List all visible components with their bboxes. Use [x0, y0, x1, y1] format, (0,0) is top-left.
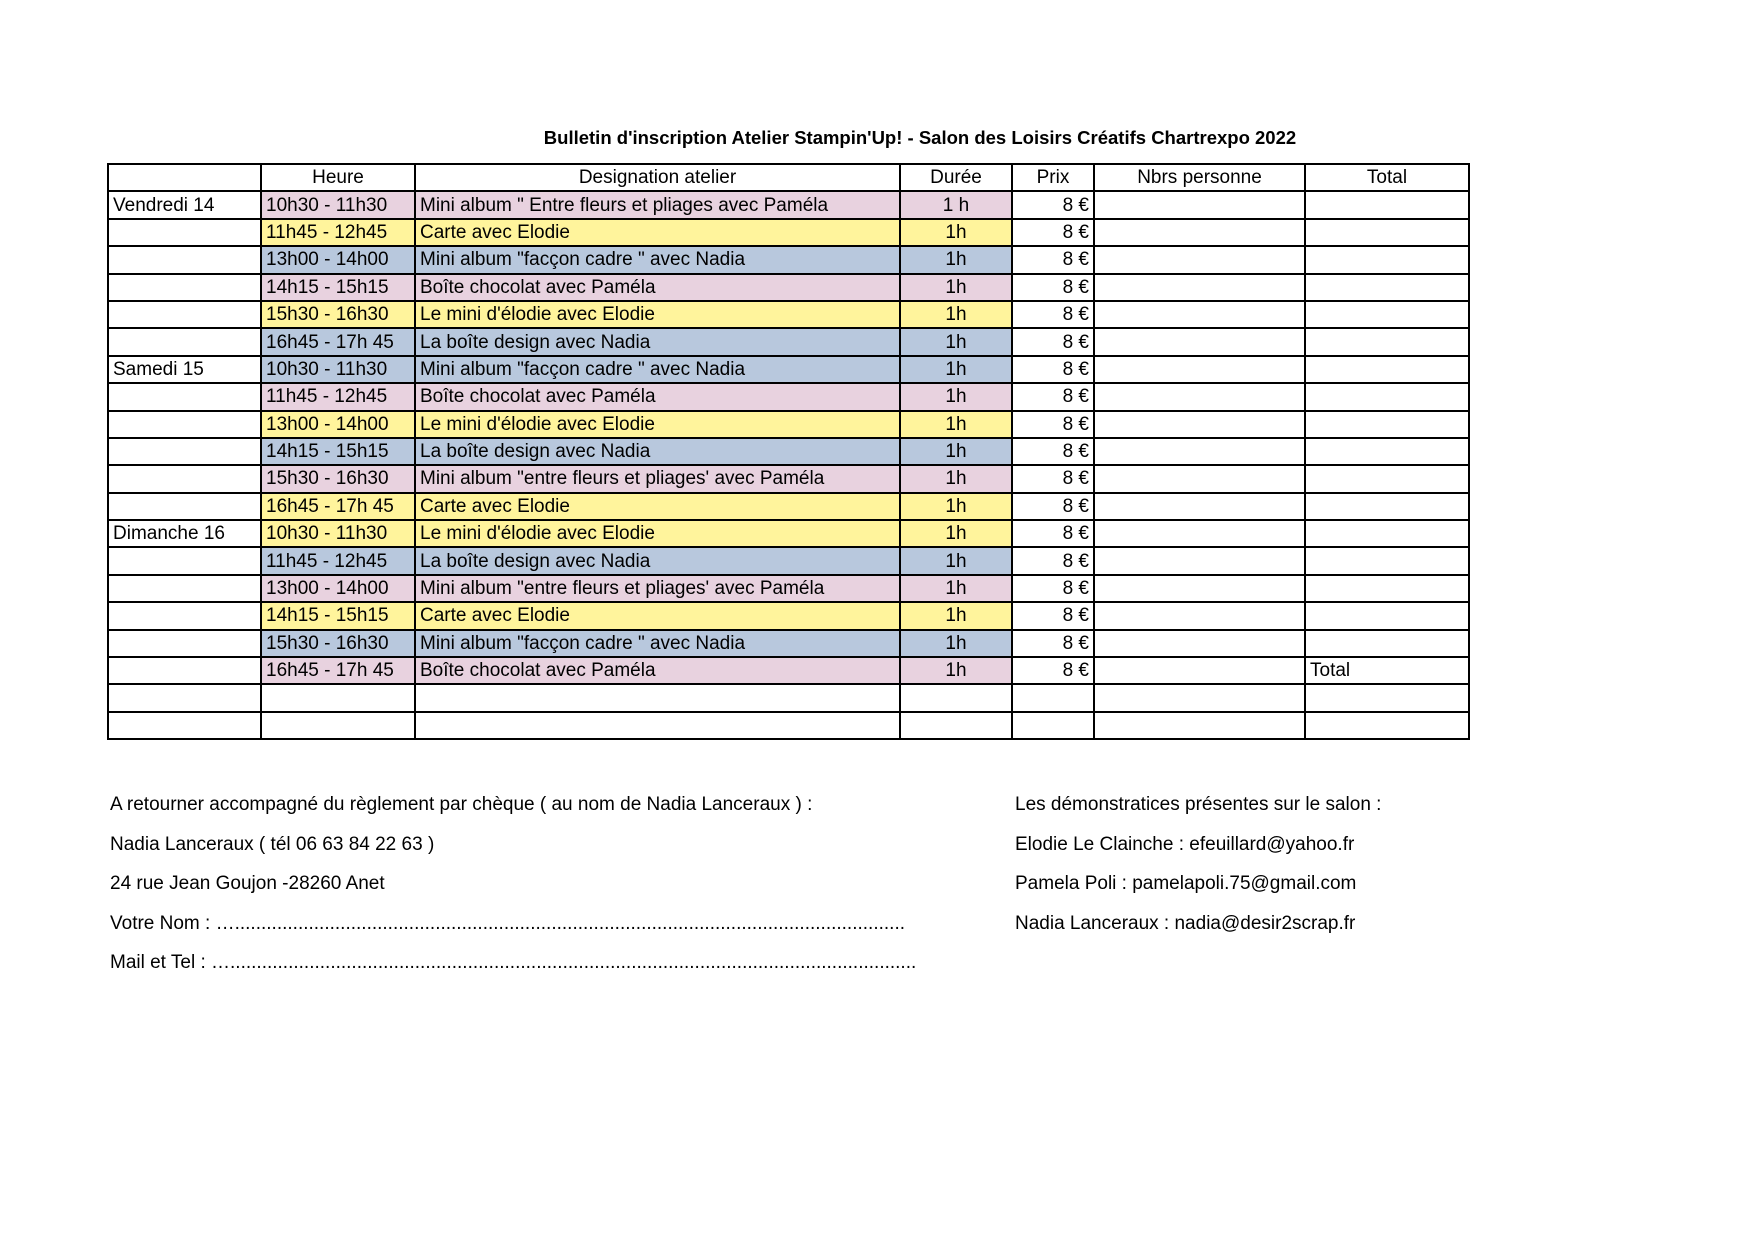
time-cell: 13h00 - 14h00: [261, 246, 415, 273]
document-title: Bulletin d'inscription Atelier Stampin'Up! - Salon des Loisirs Créatifs Chartrexpo 2022: [543, 127, 1297, 148]
price-cell: 8 €: [1012, 520, 1094, 547]
workshop-cell: [415, 684, 900, 711]
table-row: [108, 246, 1469, 273]
time-cell: 10h30 - 11h30: [261, 191, 415, 218]
price-cell: 8 €: [1012, 438, 1094, 465]
header-duration: Durée: [900, 164, 1012, 191]
day-cell: [108, 411, 261, 438]
persons-cell: [1094, 465, 1305, 492]
day-cell: [108, 301, 261, 328]
day-cell: [108, 246, 261, 273]
persons-cell: [1094, 246, 1305, 273]
workshop-cell: Carte avec Elodie: [415, 219, 900, 246]
table-row: [108, 219, 1469, 246]
duration-cell: [900, 712, 1012, 739]
duration-cell: 1h: [900, 411, 1012, 438]
total-cell: [1305, 328, 1469, 355]
duration-cell: 1h: [900, 630, 1012, 657]
header-row: [108, 164, 1469, 191]
demonstrator-item: Pamela Poli : pamelapoli.75@gmail.com: [1015, 873, 1357, 894]
duration-cell: [900, 684, 1012, 711]
persons-cell: [1094, 274, 1305, 301]
duration-cell: 1h: [900, 219, 1012, 246]
duration-cell: 1h: [900, 301, 1012, 328]
total-cell: [1305, 191, 1469, 218]
time-cell: 10h30 - 11h30: [261, 356, 415, 383]
contact-line: Nadia Lanceraux ( tél 06 63 84 22 63 ): [110, 834, 435, 855]
time-cell: 16h45 - 17h 45: [261, 328, 415, 355]
workshop-cell: Le mini d'élodie avec Elodie: [415, 301, 900, 328]
header-workshop: Designation atelier: [415, 164, 900, 191]
demonstrator-item: Nadia Lanceraux : nadia@desir2scrap.fr: [1015, 913, 1356, 934]
table-row: [108, 684, 1469, 711]
workshop-cell: Carte avec Elodie: [415, 493, 900, 520]
total-cell: [1305, 465, 1469, 492]
table-row: [108, 602, 1469, 629]
persons-cell: [1094, 191, 1305, 218]
price-cell: 8 €: [1012, 328, 1094, 355]
persons-cell: [1094, 547, 1305, 574]
price-cell: [1012, 712, 1094, 739]
price-cell: 8 €: [1012, 383, 1094, 410]
demonstrator-item: Elodie Le Clainche : efeuillard@yahoo.fr: [1015, 834, 1355, 855]
table-row: [108, 274, 1469, 301]
persons-cell: [1094, 438, 1305, 465]
day-cell: [108, 328, 261, 355]
duration-cell: 1h: [900, 602, 1012, 629]
duration-cell: 1h: [900, 328, 1012, 355]
workshop-cell: Le mini d'élodie avec Elodie: [415, 411, 900, 438]
time-cell: 15h30 - 16h30: [261, 630, 415, 657]
price-cell: 8 €: [1012, 465, 1094, 492]
price-cell: 8 €: [1012, 630, 1094, 657]
workshop-cell: Mini album "facçon cadre " avec Nadia: [415, 246, 900, 273]
day-cell: [108, 602, 261, 629]
duration-cell: 1h: [900, 520, 1012, 547]
price-cell: 8 €: [1012, 411, 1094, 438]
persons-cell: [1094, 657, 1305, 684]
table-row: [108, 493, 1469, 520]
day-cell: [108, 383, 261, 410]
workshop-cell: Le mini d'élodie avec Elodie: [415, 520, 900, 547]
table-row: [108, 547, 1469, 574]
time-cell: 16h45 - 17h 45: [261, 493, 415, 520]
workshop-cell: La boîte design avec Nadia: [415, 438, 900, 465]
day-cell: Vendredi 14: [108, 191, 261, 218]
price-cell: 8 €: [1012, 274, 1094, 301]
header-total: Total: [1305, 164, 1469, 191]
total-cell: [1305, 219, 1469, 246]
time-cell: 16h45 - 17h 45: [261, 657, 415, 684]
price-cell: 8 €: [1012, 356, 1094, 383]
duration-cell: 1h: [900, 383, 1012, 410]
demonstrators-heading: Les démonstratices présentes sur le salon :: [1015, 794, 1382, 815]
price-cell: 8 €: [1012, 219, 1094, 246]
total-cell: [1305, 493, 1469, 520]
price-cell: [1012, 684, 1094, 711]
persons-cell: [1094, 411, 1305, 438]
registration-table: [107, 163, 1470, 740]
table-row: [108, 301, 1469, 328]
table-row: [108, 356, 1469, 383]
time-cell: 10h30 - 11h30: [261, 520, 415, 547]
day-cell: [108, 274, 261, 301]
workshop-cell: La boîte design avec Nadia: [415, 547, 900, 574]
duration-cell: 1h: [900, 274, 1012, 301]
name-field: Votre Nom : …...............................................................................................................................: [110, 913, 906, 934]
time-cell: 11h45 - 12h45: [261, 219, 415, 246]
header-persons: Nbrs personne: [1094, 164, 1305, 191]
price-cell: 8 €: [1012, 191, 1094, 218]
table-row: [108, 438, 1469, 465]
table-row: [108, 383, 1469, 410]
price-cell: 8 €: [1012, 301, 1094, 328]
workshop-cell: Mini album " Entre fleurs et pliages avec Paméla: [415, 191, 900, 218]
price-cell: 8 €: [1012, 602, 1094, 629]
total-cell: [1305, 356, 1469, 383]
time-cell: 14h15 - 15h15: [261, 438, 415, 465]
workshop-cell: Mini album "facçon cadre " avec Nadia: [415, 630, 900, 657]
workshop-cell: Carte avec Elodie: [415, 602, 900, 629]
table-row: [108, 712, 1469, 739]
day-cell: [108, 547, 261, 574]
day-cell: [108, 219, 261, 246]
workshop-cell: Boîte chocolat avec Paméla: [415, 657, 900, 684]
price-cell: 8 €: [1012, 493, 1094, 520]
workshop-cell: Mini album "facçon cadre " avec Nadia: [415, 356, 900, 383]
time-cell: [261, 684, 415, 711]
price-cell: 8 €: [1012, 657, 1094, 684]
time-cell: 13h00 - 14h00: [261, 411, 415, 438]
total-cell: [1305, 301, 1469, 328]
persons-cell: [1094, 328, 1305, 355]
total-cell: [1305, 684, 1469, 711]
total-cell: [1305, 712, 1469, 739]
table-row: [108, 630, 1469, 657]
persons-cell: [1094, 493, 1305, 520]
duration-cell: 1h: [900, 493, 1012, 520]
total-cell: [1305, 602, 1469, 629]
day-cell: [108, 465, 261, 492]
total-cell: [1305, 547, 1469, 574]
table-row: [108, 411, 1469, 438]
persons-cell: [1094, 301, 1305, 328]
duration-cell: 1h: [900, 547, 1012, 574]
mail-field: Mail et Tel : …..................................................................................................................................: [110, 952, 917, 973]
persons-cell: [1094, 219, 1305, 246]
address-line: 24 rue Jean Goujon -28260 Anet: [110, 873, 385, 894]
day-cell: Samedi 15: [108, 356, 261, 383]
duration-cell: 1h: [900, 438, 1012, 465]
persons-cell: [1094, 684, 1305, 711]
time-cell: [261, 712, 415, 739]
total-cell: [1305, 274, 1469, 301]
header-price: Prix: [1012, 164, 1094, 191]
workshop-cell: Mini album "entre fleurs et pliages' avec Paméla: [415, 575, 900, 602]
return-notice: A retourner accompagné du règlement par chèque ( au nom de Nadia Lanceraux ) :: [110, 794, 813, 815]
workshop-cell: Boîte chocolat avec Paméla: [415, 383, 900, 410]
total-cell: [1305, 246, 1469, 273]
time-cell: 14h15 - 15h15: [261, 274, 415, 301]
workshop-cell: [415, 712, 900, 739]
day-cell: [108, 438, 261, 465]
time-cell: 13h00 - 14h00: [261, 575, 415, 602]
total-cell: [1305, 630, 1469, 657]
day-cell: [108, 493, 261, 520]
persons-cell: [1094, 630, 1305, 657]
duration-cell: 1h: [900, 575, 1012, 602]
time-cell: 11h45 - 12h45: [261, 383, 415, 410]
day-cell: [108, 657, 261, 684]
day-cell: [108, 575, 261, 602]
total-cell: [1305, 575, 1469, 602]
table-row: [108, 328, 1469, 355]
persons-cell: [1094, 712, 1305, 739]
total-cell: [1305, 520, 1469, 547]
price-cell: 8 €: [1012, 246, 1094, 273]
persons-cell: [1094, 383, 1305, 410]
workshop-cell: Boîte chocolat avec Paméla: [415, 274, 900, 301]
table-body: [108, 191, 1469, 739]
duration-cell: 1h: [900, 246, 1012, 273]
price-cell: 8 €: [1012, 547, 1094, 574]
duration-cell: 1h: [900, 465, 1012, 492]
day-cell: Dimanche 16: [108, 520, 261, 547]
duration-cell: 1 h: [900, 191, 1012, 218]
price-cell: 8 €: [1012, 575, 1094, 602]
persons-cell: [1094, 520, 1305, 547]
duration-cell: 1h: [900, 356, 1012, 383]
workshop-cell: La boîte design avec Nadia: [415, 328, 900, 355]
day-cell: [108, 712, 261, 739]
table-row: [108, 575, 1469, 602]
header-day: [108, 164, 261, 191]
time-cell: 15h30 - 16h30: [261, 301, 415, 328]
time-cell: 15h30 - 16h30: [261, 465, 415, 492]
persons-cell: [1094, 575, 1305, 602]
table-row: [108, 657, 1469, 684]
total-cell: [1305, 411, 1469, 438]
time-cell: 11h45 - 12h45: [261, 547, 415, 574]
table-row: [108, 191, 1469, 218]
duration-cell: 1h: [900, 657, 1012, 684]
workshop-cell: Mini album "entre fleurs et pliages' avec Paméla: [415, 465, 900, 492]
total-cell: [1305, 438, 1469, 465]
persons-cell: [1094, 602, 1305, 629]
day-cell: [108, 684, 261, 711]
persons-cell: [1094, 356, 1305, 383]
time-cell: 14h15 - 15h15: [261, 602, 415, 629]
table-row: [108, 520, 1469, 547]
total-cell: Total: [1305, 657, 1469, 684]
day-cell: [108, 630, 261, 657]
header-time: Heure: [261, 164, 415, 191]
table-row: [108, 465, 1469, 492]
total-cell: [1305, 383, 1469, 410]
